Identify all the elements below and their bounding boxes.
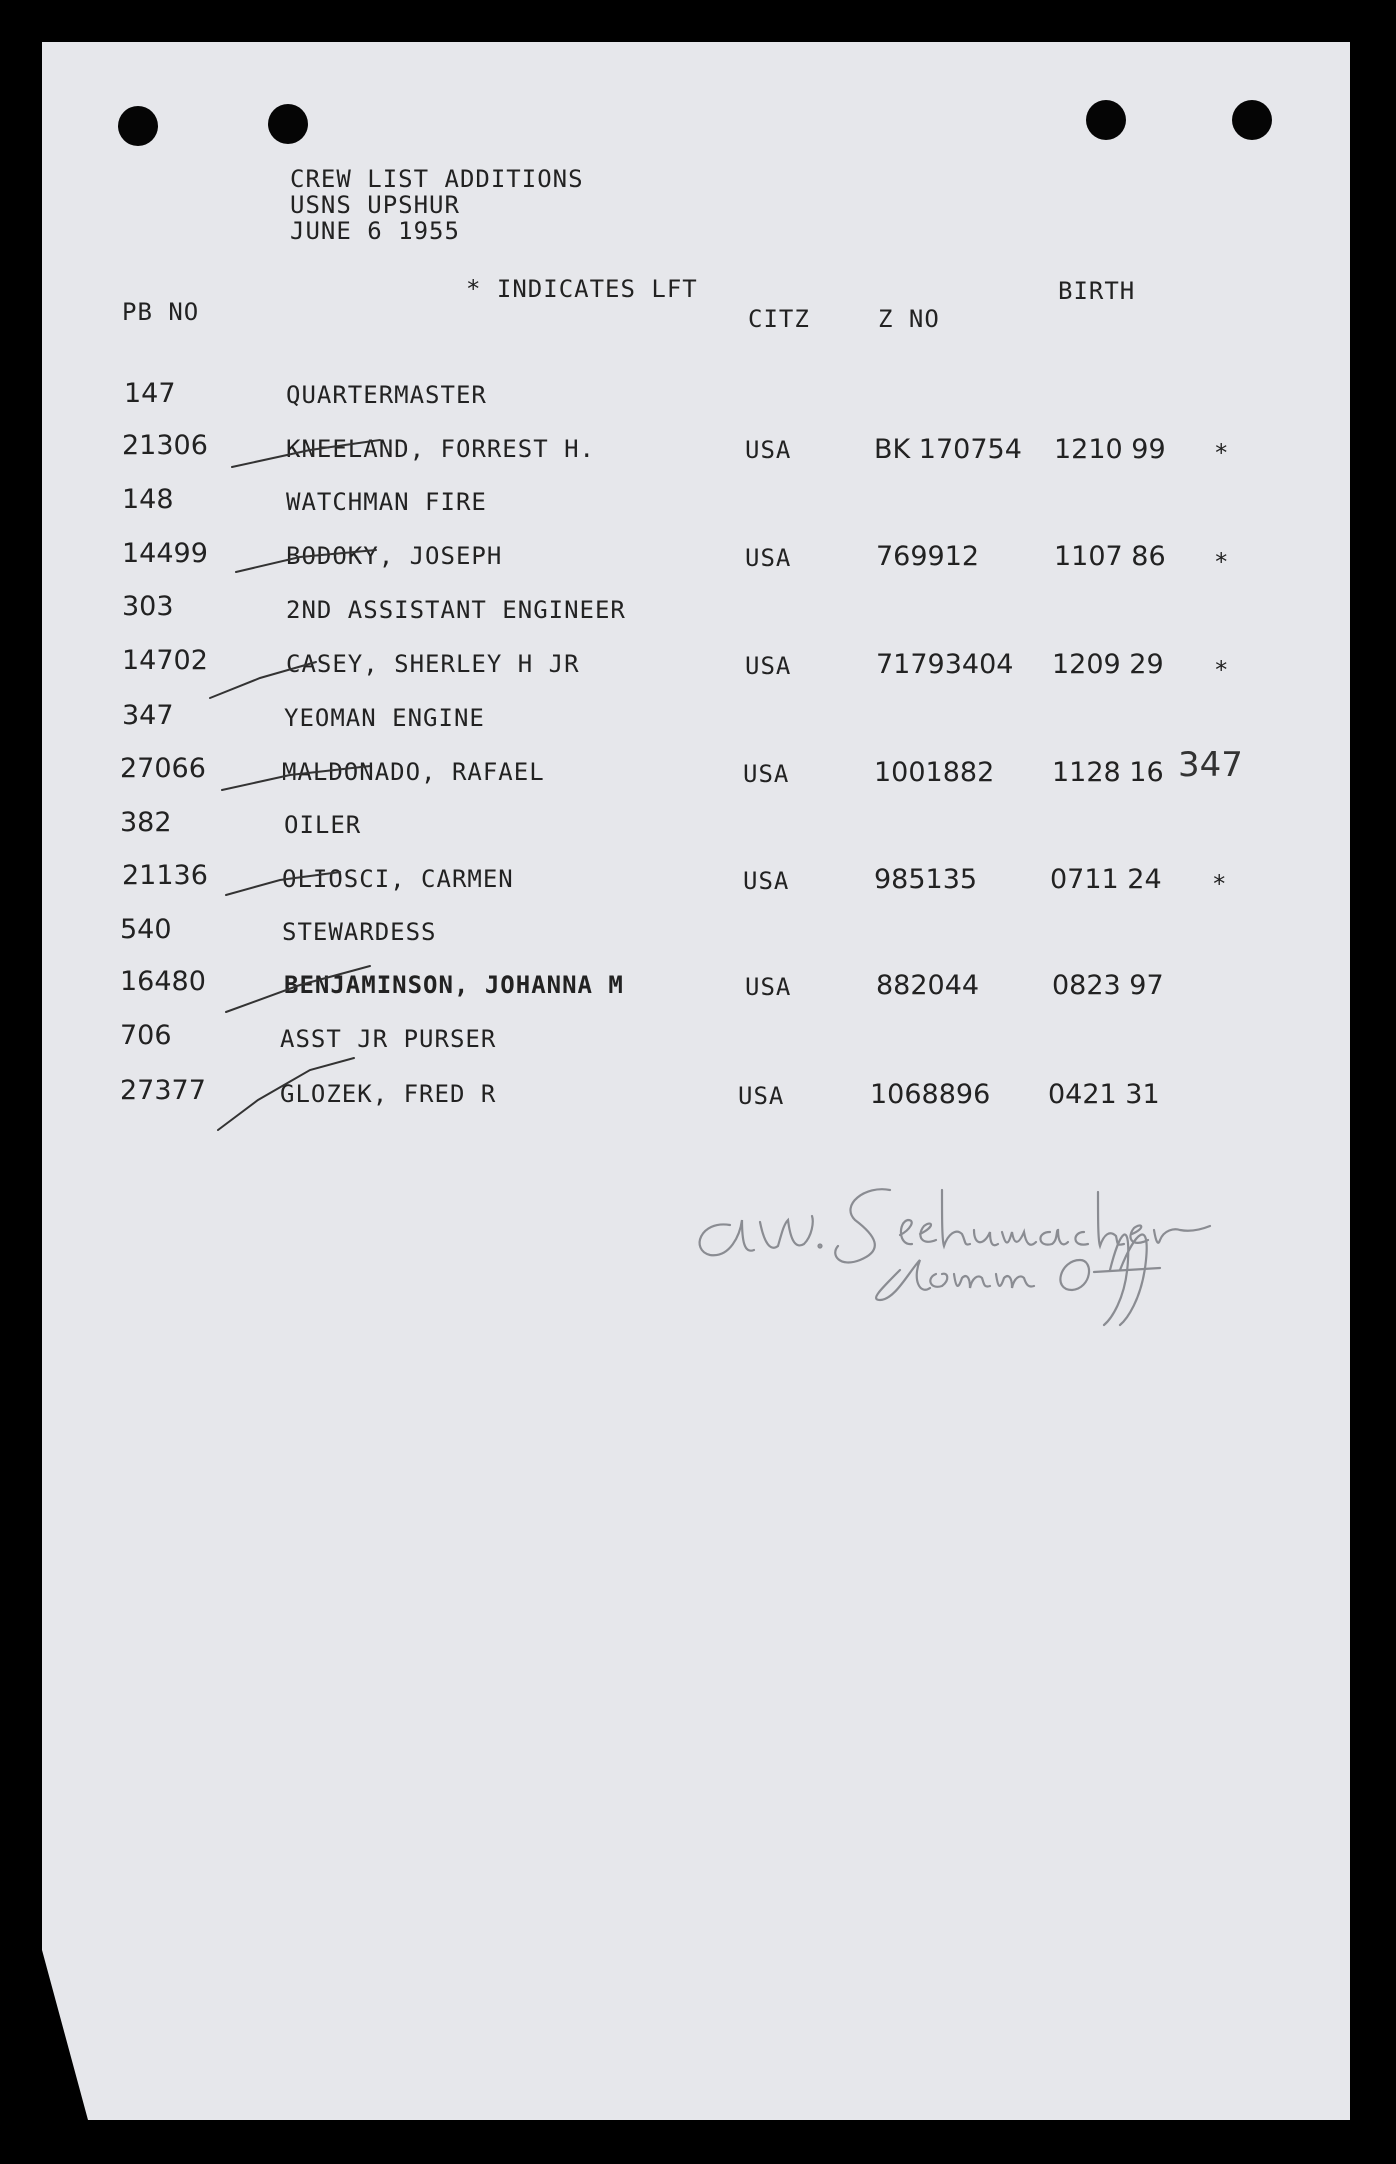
left-marker: *: [1212, 870, 1228, 898]
citizenship: USA: [745, 544, 792, 572]
pb-number: 21136: [122, 860, 208, 891]
birth-date: 1210 99: [1054, 434, 1166, 465]
citizenship: USA: [745, 652, 792, 680]
citizenship: USA: [738, 1082, 785, 1110]
citizenship: USA: [743, 867, 790, 895]
z-number: 1001882: [874, 757, 995, 788]
birth-date: 1128 16: [1052, 757, 1164, 788]
pb-number: 27377: [120, 1075, 206, 1106]
crew-name: MALDONADO, RAFAEL: [282, 758, 545, 786]
pb-number: 14499: [122, 538, 208, 569]
position-code: 347: [122, 700, 174, 731]
check-mark: [222, 766, 370, 790]
crew-name: CASEY, SHERLEY H JR: [286, 650, 580, 678]
check-mark: [236, 550, 376, 572]
position-title: QUARTERMASTER: [286, 381, 487, 409]
check-mark: [218, 1058, 354, 1130]
check-mark: [210, 662, 316, 698]
pb-number: 16480: [120, 966, 206, 997]
citizenship: USA: [745, 973, 792, 1001]
position-code: 706: [120, 1020, 172, 1051]
pb-number: 14702: [122, 645, 208, 676]
col-citz: CITZ: [748, 305, 810, 333]
doc-date: JUNE 6 1955: [290, 217, 460, 245]
z-number: 1068896: [870, 1079, 991, 1110]
position-title: STEWARDESS: [282, 918, 437, 946]
check-mark: [226, 966, 370, 1012]
crew-name: KNEELAND, FORREST H.: [286, 435, 595, 463]
crew-name: OLIOSCI, CARMEN: [282, 865, 514, 893]
birth-date: 0421 31: [1048, 1079, 1160, 1110]
position-title: OILER: [284, 811, 362, 839]
birth-date: 0711 24: [1050, 864, 1162, 895]
position-title: YEOMAN ENGINE: [284, 704, 485, 732]
birth-date: 1107 86: [1054, 541, 1166, 572]
z-number: 769912: [876, 541, 980, 572]
pb-number: 21306: [122, 430, 208, 461]
handwritten-note: 347: [1178, 745, 1243, 785]
position-title: WATCHMAN FIRE: [286, 488, 487, 516]
doc-title: CREW LIST ADDITIONS: [290, 165, 584, 193]
position-code: 540: [120, 914, 172, 945]
citizenship: USA: [743, 760, 790, 788]
citizenship: USA: [745, 436, 792, 464]
pb-number: 27066: [120, 753, 206, 784]
position-code: 147: [124, 378, 176, 409]
birth-date: 1209 29: [1052, 649, 1164, 680]
col-z-no: Z NO: [878, 305, 940, 333]
crew-name: BENJAMINSON, JOHANNA M: [284, 971, 624, 999]
crew-name: BODOKY, JOSEPH: [286, 542, 503, 570]
z-number: 71793404: [876, 649, 1014, 680]
crew-name: GLOZEK, FRED R: [280, 1080, 497, 1108]
position-code: 303: [122, 591, 174, 622]
check-mark: [226, 872, 340, 895]
signature: [680, 1150, 1240, 1330]
left-marker: *: [1214, 548, 1230, 576]
col-indicates-left: * INDICATES LFT: [466, 275, 698, 303]
ship-name: USNS UPSHUR: [290, 191, 460, 219]
check-mark: [232, 440, 380, 467]
z-number: 985135: [874, 864, 978, 895]
col-birth: BIRTH: [1058, 277, 1136, 305]
position-code: 382: [120, 807, 172, 838]
birth-date: 0823 97: [1052, 970, 1164, 1001]
left-marker: *: [1214, 656, 1230, 684]
position-title: 2ND ASSISTANT ENGINEER: [286, 596, 626, 624]
z-number: 882044: [876, 970, 980, 1001]
z-number: BK 170754: [874, 434, 1022, 465]
position-code: 148: [122, 484, 174, 515]
position-title: ASST JR PURSER: [280, 1025, 497, 1053]
left-marker: *: [1214, 439, 1230, 467]
col-pb-no: PB NO: [122, 298, 200, 326]
